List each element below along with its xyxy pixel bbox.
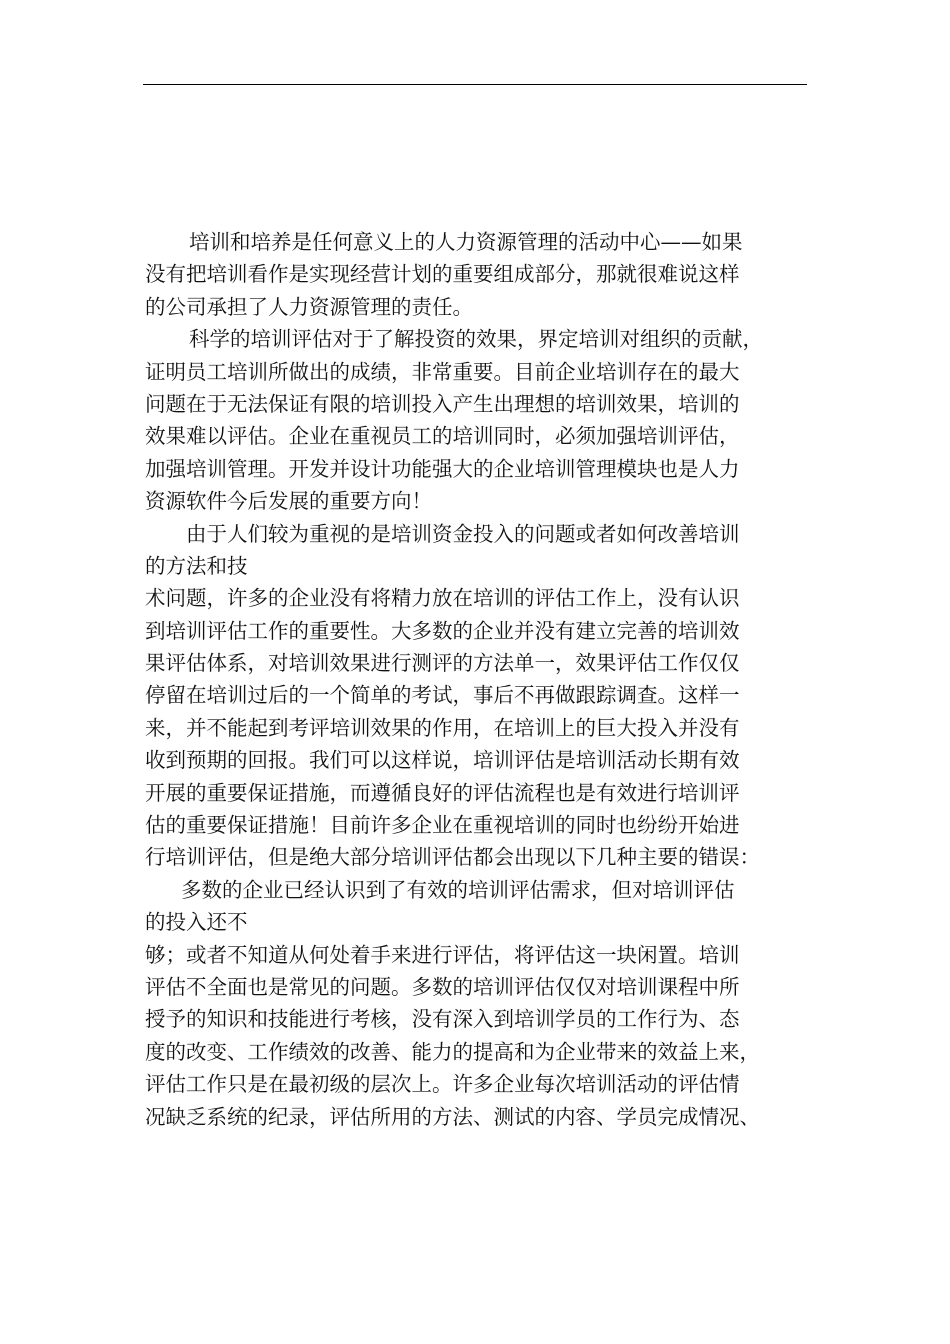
text-line: 评估不全面也是常见的问题。多数的培训评估仅仅对培训课程中所 [145, 974, 740, 999]
text-line: 效果难以评估。企业在重视员工的培训同时，必须加强培训评估， [145, 424, 740, 449]
text-line: 术问题，许多的企业没有将精力放在培训的评估工作上，没有认识 [145, 586, 740, 611]
text-line: 科学的培训评估对于了解投资的效果，界定培训对组织的贡献， [189, 327, 763, 352]
text-line: 收到预期的回报。我们可以这样说，培训评估是培训活动长期有效 [145, 748, 740, 773]
text-line: 由于人们较为重视的是培训资金投入的问题或者如何改善培训 [186, 521, 740, 546]
text-line: 证明员工培训所做出的成绩，非常重要。目前企业培训存在的最大 [145, 359, 740, 384]
header-rule [143, 84, 807, 85]
text-line: 够；或者不知道从何处着手来进行评估，将评估这一块闲置。培训 [145, 942, 740, 967]
text-line: 停留在培训过后的一个简单的考试，事后不再做跟踪调查。这样一 [145, 683, 740, 708]
text-line: 的投入还不 [145, 910, 248, 935]
text-line: 估的重要保证措施！目前许多企业在重视培训的同时也纷纷开始进 [145, 813, 740, 838]
text-line: 的方法和技 [145, 553, 248, 578]
text-line: 果评估体系，对培训效果进行测评的方法单一，效果评估工作仅仅 [145, 651, 740, 676]
text-line: 资源软件今后发展的重要方向！ [145, 489, 432, 514]
text-line: 多数的企业已经认识到了有效的培训评估需求，但对培训评估 [181, 877, 735, 902]
text-line: 度的改变、工作绩效的改善、能力的提高和为企业带来的效益上来， [145, 1039, 760, 1064]
text-line: 培训和培养是任何意义上的人力资源管理的活动中心——如果 [189, 230, 743, 254]
text-line: 开展的重要保证措施，而遵循良好的评估流程也是有效进行培训评 [145, 780, 740, 805]
text-line: 评估工作只是在最初级的层次上。许多企业每次培训活动的评估情 [145, 1072, 740, 1097]
text-line: 问题在于无法保证有限的培训投入产生出理想的培训效果，培训的 [145, 391, 740, 416]
text-line: 加强培训管理。开发并设计功能强大的企业培训管理模块也是人力 [145, 456, 740, 481]
text-line: 到培训评估工作的重要性。大多数的企业并没有建立完善的培训效 [145, 618, 740, 643]
text-line: 况缺乏系统的纪录，评估所用的方法、测试的内容、学员完成情况、 [145, 1104, 760, 1129]
text-line: 的公司承担了人力资源管理的责任。 [145, 294, 473, 319]
text-line: 来，并不能起到考评培训效果的作用，在培训上的巨大投入并没有 [145, 715, 740, 740]
body-text [145, 226, 825, 1133]
text-line: 授予的知识和技能进行考核，没有深入到培训学员的工作行为、态 [145, 1007, 740, 1032]
text-line: 行培训评估，但是绝大部分培训评估都会出现以下几种主要的错误： [145, 845, 760, 870]
text-line: 没有把培训看作是实现经营计划的重要组成部分，那就很难说这样 [145, 262, 740, 287]
